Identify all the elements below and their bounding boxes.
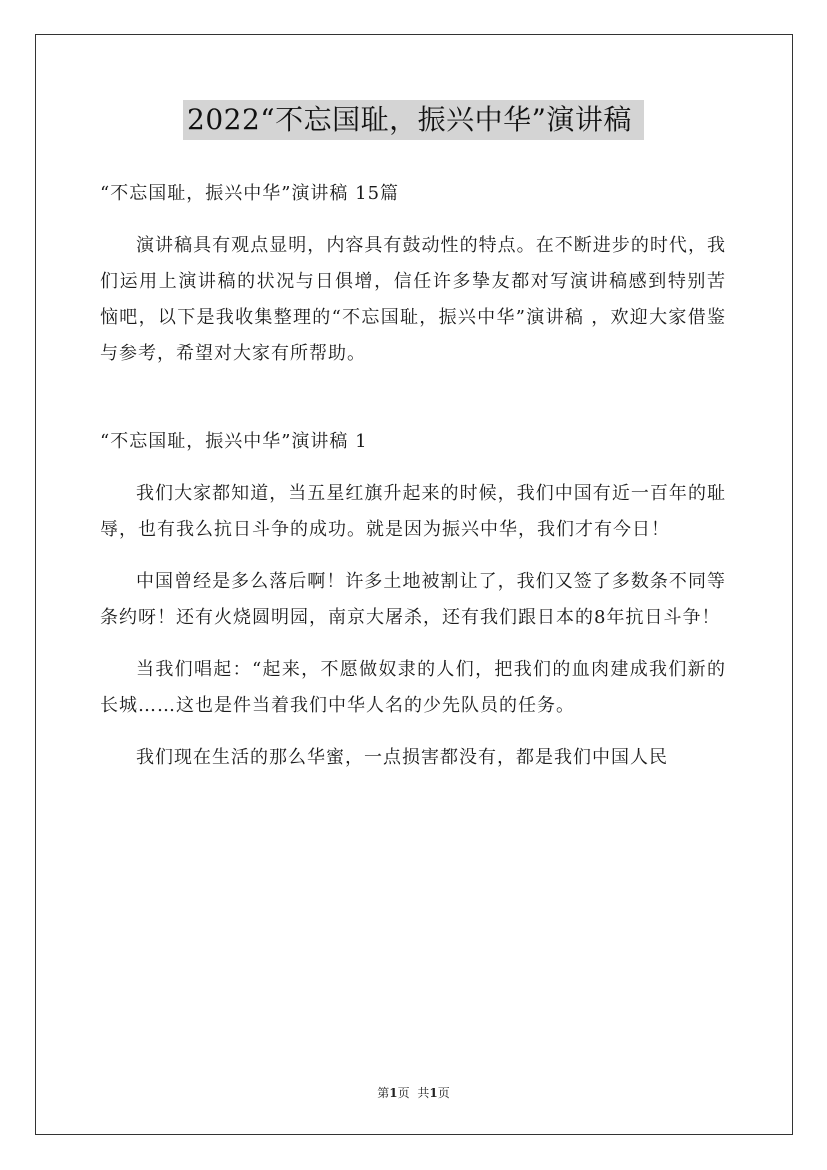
intro-paragraph: 演讲稿具有观点显明，内容具有鼓动性的特点。在不断进步的时代，我们运用上演讲稿的状况与日俱增，信任许多挚友都对写演讲稿感到特别苦恼吧，以下是我收集整理的“不忘国耻，振兴中华”演讲稿 ，欢迎大家借鉴与参考，希望对大家有所帮助。 [100,235,726,364]
footer-total-number: 1 [429,1086,438,1100]
body-paragraph: 我们现在生活的那么华蜜，一点损害都没有，都是我们中国人民 [136,747,668,768]
footer-page-suffix: 页 [397,1086,410,1100]
document-body [100,176,726,792]
body-paragraph: 我们大家都知道，当五星红旗升起来的时候，我们中国有近一百年的耻辱，也有我么抗日斗争的成功。就是因为振兴中华，我们才有今日！ [100,483,726,540]
title-wrapper [0,100,827,140]
footer-total-suffix: 页 [437,1086,450,1100]
footer-total-prefix: 共 [417,1086,430,1100]
document-subtitle: “不忘国耻，振兴中华”演讲稿 15篇 [100,183,400,204]
document-title: 2022“不忘国耻，振兴中华”演讲稿 [183,100,644,140]
page-footer [0,1084,827,1102]
section-heading: “不忘国耻，振兴中华”演讲稿 1 [100,431,368,452]
body-paragraph: 中国曾经是多么落后啊！许多土地被割让了，我们又签了多数条不同等条约呀！还有火烧圆明园，南京大屠杀，还有我们跟日本的8年抗日斗争！ [100,571,726,628]
footer-page-number: 1 [389,1086,398,1100]
body-paragraph: 当我们唱起：“起来，不愿做奴隶的人们，把我们的血肉建成我们新的长城……这也是件当着我们中华人名的少先队员的任务。 [100,659,726,716]
footer-page-prefix: 第 [377,1086,390,1100]
